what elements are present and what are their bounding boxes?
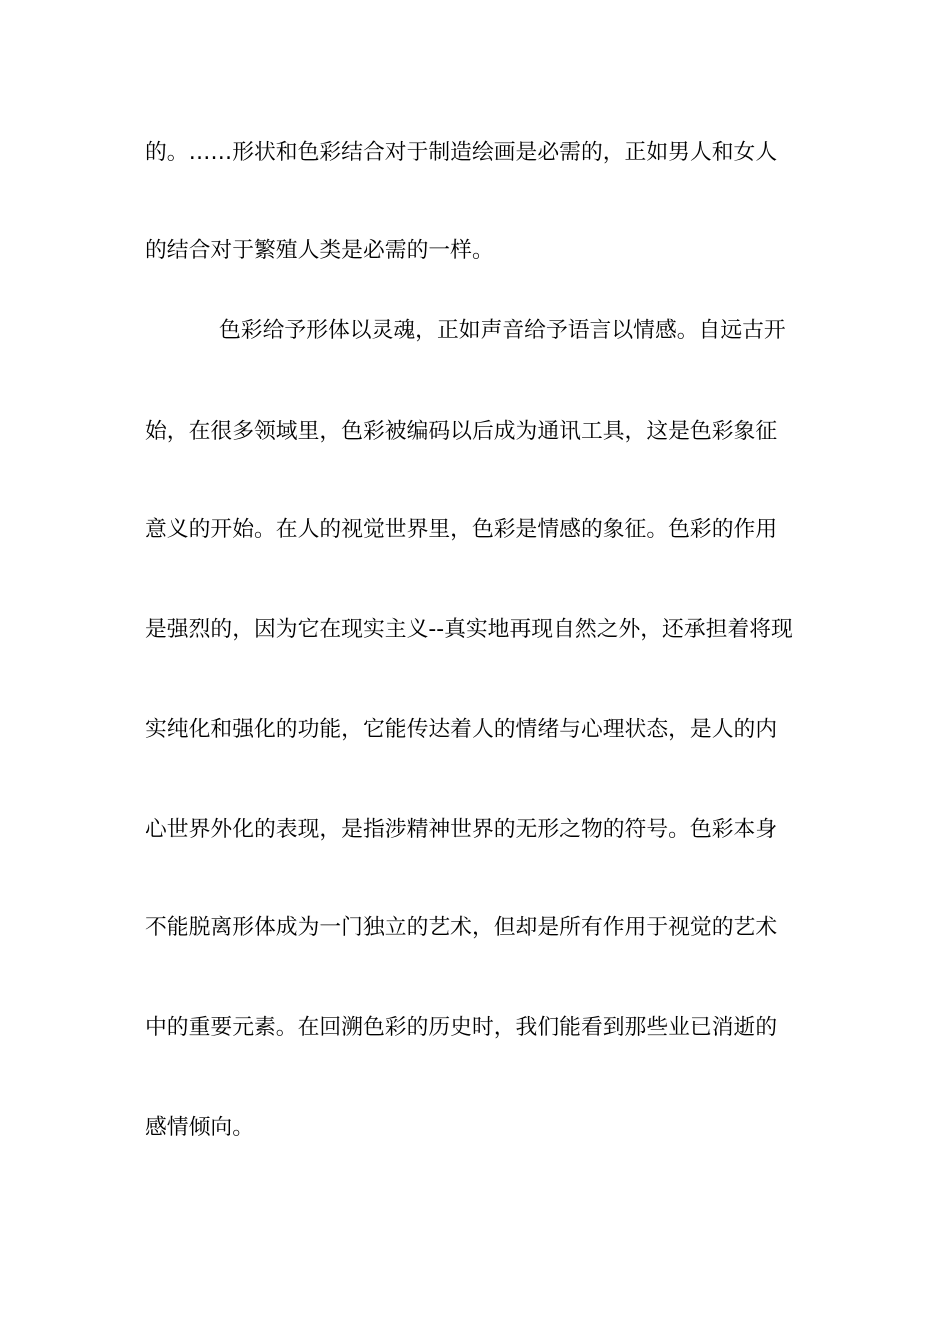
- text-line: 意义的开始。在人的视觉世界里，色彩是情感的象征。色彩的作用: [145, 517, 778, 542]
- text-line: 的。……形状和色彩结合对于制造绘画是必需的，正如男人和女人: [145, 140, 778, 165]
- text-line: 不能脱离形体成为一门独立的艺术，但却是所有作用于视觉的艺术: [145, 915, 778, 940]
- text-line: 感情倾向。: [145, 1115, 254, 1140]
- paragraph-first-line: 色彩给予形体以灵魂，正如声音给予语言以情感。自远古开: [219, 318, 786, 343]
- text-line: 始，在很多领域里，色彩被编码以后成为通讯工具，这是色彩象征: [145, 419, 778, 444]
- text-line: 实纯化和强化的功能，它能传达着人的情绪与心理状态，是人的内: [145, 717, 778, 742]
- text-line: 是强烈的，因为它在现实主义--真实地再现自然之外，还承担着将现: [145, 617, 793, 642]
- text-line: 中的重要元素。在回溯色彩的历史时，我们能看到那些业已消逝的: [145, 1015, 778, 1040]
- text-line: 心世界外化的表现，是指涉精神世界的无形之物的符号。色彩本身: [145, 817, 778, 842]
- text-line: 的结合对于繁殖人类是必需的一样。: [145, 238, 494, 263]
